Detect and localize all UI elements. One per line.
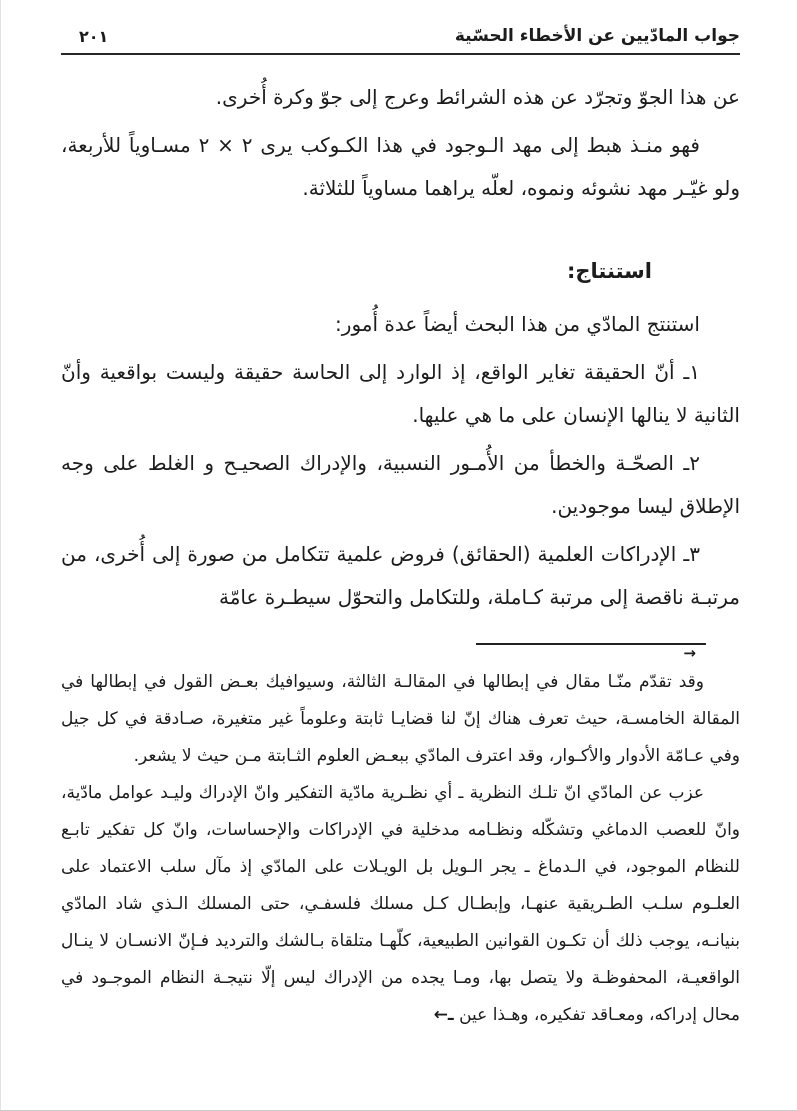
body-text xyxy=(61,76,740,619)
page-header xyxy=(61,26,740,46)
list-item-paragraph-3: ٣ـ الإدراكات العلمية (الحقائق) فروض علمية تتكامل من صورة إلى أُخرى، من مرتبـة ناقصة إلى مرتبة كـاملة، وللتكامل والتحوّل سيطـرة عامّة xyxy=(61,542,740,609)
footnote-paragraph-text: وقد تقدّم منّـا مقال في إبطالها في المقالـة الثالثة، وسيوافيك بعـض القول في إبطالها في المقالة الخامسـة، حيث تعرف هناك إنّ لنا قضايـا ثابتة وعلوماً غير متغيرة، صـادقة في كل جيل وفي عـامّة الأدوار والأكـوار، وقد اعترف المادّي ببعـض العلوم الثـابتة مـن حيث لا يشعر. xyxy=(61,672,740,766)
list-item-paragraph-1: ١ـ أنّ الحقيقة تغاير الواقع، إذ الوارد إلى الحاسة حقيقة وليست بواقعية وأنّ الثانية لا ينالها الإنسان على ما هي عليها. xyxy=(61,360,740,427)
section-heading: استنتاج: xyxy=(567,259,652,283)
running-title: جواب المادّيين عن الأخطاء الحسّية xyxy=(454,26,740,46)
arrow-right-icon: → xyxy=(683,644,696,662)
header-rule xyxy=(61,53,740,55)
footnote-paragraph-2 xyxy=(61,775,740,1034)
footnote-separator xyxy=(476,643,706,645)
body-paragraph-continuation: عن هذا الجوّ وتجرّد عن هذه الشرائط وعرج إلى جوّ وكرة أُخرى. xyxy=(215,85,740,109)
footnote-section xyxy=(61,643,740,1034)
body-paragraph-intro: استنتج المادّي من هذا البحث أيضاً عدة أُمور: xyxy=(335,312,700,336)
body-paragraph: فهو منـذ هبط إلى مهد الـوجود في هذا الكـوكب يرى ٢ × ٢ مسـاوياً للأربعة، ولو غيّـر مهد نشوئه ونموه، لعلّه يراهما مساوياً للثلاثة. xyxy=(61,133,740,200)
page-number: ٢٠١ xyxy=(79,27,109,46)
list-item-paragraph-2: ٢ـ الصحّـة والخطأ من الأُمـور النسبية، والإدراك الصحيـح و الغلط على وجه الإطلاق ليسا موجودين. xyxy=(61,451,740,518)
footnote-paragraph-1 xyxy=(61,664,740,775)
footnote-paragraph-text: عزب عن المادّي انّ تلـك النظرية ـ أي نظـرية مادّية التفكير وانّ الإدراك وليـد عوامل مادّية، وانّ للعصب الدماغي وتشكّله ونظـامه مدخلية في الإدراكات والإحساسات، وانّ كل تفكير تابـع للنظام الموجود، في الـدماغ ـ يجر الـويل بل الويـلات على المادّي إذ مآل سلب الاعتماد على العلـوم سلـب الطـريقية عنهـا، وإبطـال كـل مسلك فلسفـي، حتى المسلك الـذي شاد المادّي بنيانـه، يوجب ذلك أن تكـون القوانين الطبيعية، كلّهـا متلقاة بـالشك والترديد فـإنّ الانسـان لا ينـال الواقعيـة، المحفوظـة ولا يتصل بها، ومـا يجده من الإدراك ليس إلّا نتيجـة النظام الموجـود في محال إدراكه، ومعـاقد تفكيره، وهـذا عين xyxy=(61,783,740,1025)
arrow-left-icon: ـ← xyxy=(433,1005,454,1025)
